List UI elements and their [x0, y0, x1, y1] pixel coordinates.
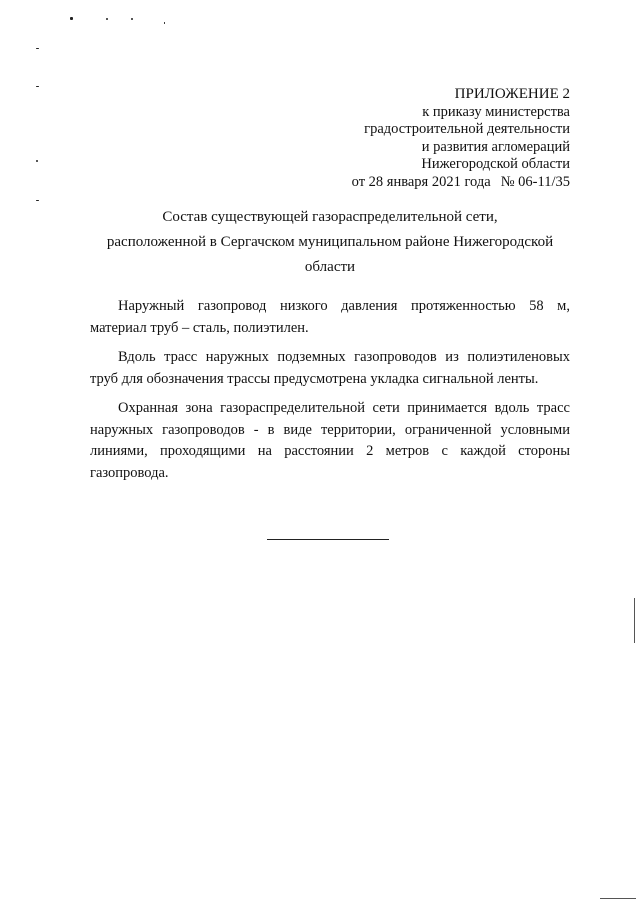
- appendix-line: Нижегородской области: [421, 156, 570, 172]
- scan-speck: [36, 200, 39, 201]
- title-line: Состав существующей газораспределительной сети,: [162, 209, 498, 225]
- scan-speck: [131, 18, 133, 20]
- order-date: от 28 января 2021 года: [351, 173, 491, 190]
- scan-edge-line: [600, 898, 636, 899]
- scan-speck: [106, 18, 108, 20]
- document-title: [80, 205, 580, 280]
- body-paragraph: Наружный газопровод низкого давления протяженностью 58 м, материал труб – сталь, полиэтилен.: [90, 298, 570, 336]
- appendix-line: и развития агломераций: [421, 138, 570, 155]
- scan-speck: [164, 22, 165, 24]
- appendix-title: ПРИЛОЖЕНИЕ 2: [454, 86, 570, 102]
- appendix-header: [250, 86, 570, 191]
- order-number: № 06-11/35: [500, 173, 570, 190]
- closing-separator: [267, 539, 389, 540]
- order-date-number: [250, 174, 570, 192]
- title-line: области: [304, 259, 356, 275]
- scan-speck: [70, 17, 73, 20]
- scan-speck: [36, 86, 39, 87]
- appendix-line: градостроительной деятельности: [364, 121, 570, 137]
- appendix-line: к приказу министерства: [422, 103, 570, 120]
- body-paragraph: Вдоль трасс наружных подземных газопроводов из полиэтиленовых труб для обозначения трассы предусмотрена укладка сигнальной ленты.: [90, 349, 570, 387]
- scan-speck: [36, 48, 39, 49]
- document-body: [90, 296, 570, 492]
- body-paragraph: Охранная зона газораспределительной сети принимается вдоль трасс наружных газопроводов - в виде территории, ограниченной условными линиями, проходящими на расстоянии 2 метров с каждой стороны газопровода.: [90, 400, 570, 481]
- scan-speck: [36, 160, 38, 162]
- title-line: расположенной в Сергачском муниципальном районе Нижегородской: [106, 234, 554, 250]
- scan-edge-line: [634, 598, 635, 643]
